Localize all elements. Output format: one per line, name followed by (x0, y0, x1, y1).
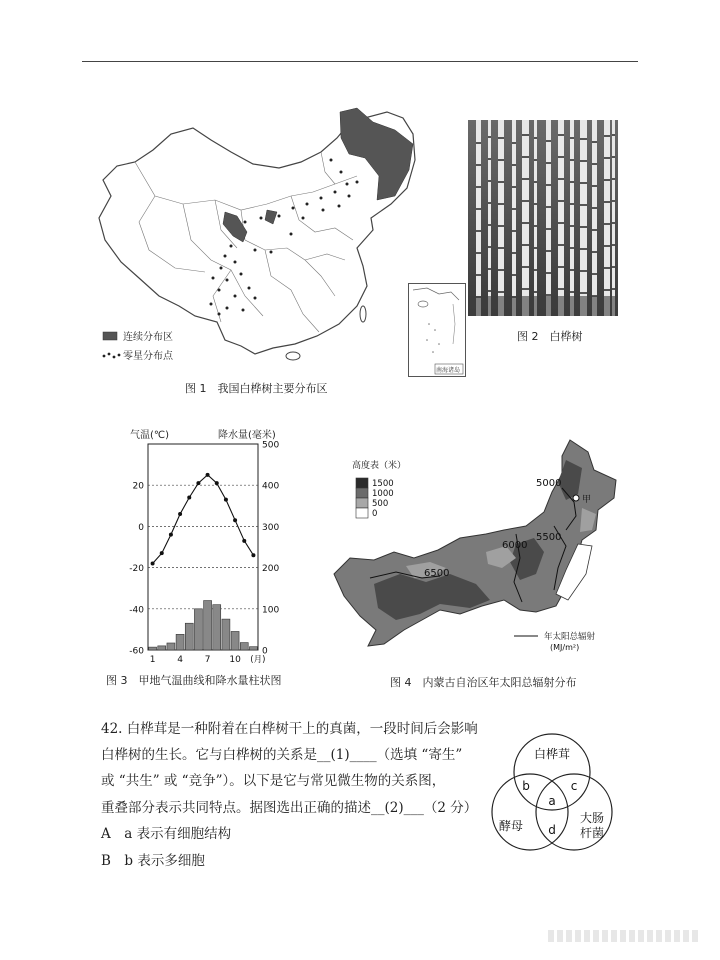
scatter-dot (260, 217, 263, 220)
precip-bar (240, 643, 248, 650)
continuous-area-west (223, 212, 247, 242)
height-legend-swatch (356, 508, 368, 518)
scatter-dot (234, 261, 237, 264)
height-legend-value: 1000 (372, 489, 394, 499)
fig3-left-axis-title: 气温(℃) (130, 430, 170, 441)
birch-trunk (558, 120, 564, 316)
temperature-point (151, 561, 155, 565)
isoline-label-6000: 6000 (502, 540, 528, 551)
fig4-point-label: 甲 (582, 495, 592, 505)
option-b: B b 表示多细胞 (101, 853, 205, 869)
left-tick-label: -60 (129, 646, 144, 657)
scatter-dot (218, 313, 221, 316)
birch-trunk (580, 120, 587, 316)
temperature-point (206, 473, 210, 477)
x-tick-label: 1 (149, 655, 156, 665)
temperature-point (224, 498, 228, 502)
scatter-dot (234, 295, 237, 298)
fig4-line-unit: (MJ/m²) (550, 643, 580, 652)
scatter-dot (306, 203, 309, 206)
scatter-dot (226, 307, 229, 310)
fig1-legend-scattered: 零星分布点 (123, 351, 173, 362)
x-tick-label: 7 (204, 655, 211, 665)
birch-trunk (522, 120, 529, 316)
birch-trunk (612, 120, 615, 316)
left-tick-label: -40 (129, 605, 144, 616)
precip-bar (158, 646, 166, 650)
temperature-point (196, 481, 200, 485)
x-unit-label: (月) (250, 655, 266, 665)
scatter-dot (356, 181, 359, 184)
fig2-birch-photo (468, 120, 618, 316)
right-tick-label: 500 (262, 440, 280, 451)
continuous-area-north (265, 210, 277, 224)
scatter-dot (230, 245, 233, 248)
birch-trunk (512, 120, 516, 316)
scatter-dot (302, 217, 305, 220)
temperature-point (233, 518, 237, 522)
isoline-label-5000: 5000 (536, 478, 562, 489)
scatter-dot (320, 197, 323, 200)
venn-label-right-2: 杆菌 (579, 826, 605, 840)
fig1-inset-label: 南海诸岛 (436, 367, 461, 374)
precip-bar (194, 609, 202, 650)
temperature-point (242, 539, 246, 543)
question-line-4: 重叠部分表示共同特点。据图选出正确的描述__(2)___（2 分） (101, 800, 478, 816)
precip-bar (167, 643, 175, 650)
fig4-inner-mongolia-map (330, 434, 626, 664)
scatter-dot (218, 289, 221, 292)
precip-bar (249, 647, 257, 650)
scatter-dot (322, 209, 325, 212)
precip-bar (149, 647, 157, 650)
left-tick-label: 20 (132, 481, 144, 492)
venn-region-b: b (522, 779, 530, 793)
question-line-3: 或 “共生” 或 “竞争”）。以下是它与常见微生物的关系图， (101, 773, 446, 789)
continuous-area-northeast (340, 108, 413, 200)
x-tick-label: 10 (229, 655, 241, 665)
precip-bar (231, 631, 239, 650)
temperature-point (160, 551, 164, 555)
scatter-dot (244, 221, 247, 224)
scatter-dot (270, 251, 273, 254)
fig2-caption: 图 2 白桦树 (517, 330, 583, 343)
scatter-dot (226, 279, 229, 282)
scatter-dot (292, 207, 295, 210)
fig4-legend-title: 高度表（米） (352, 461, 407, 471)
precip-bar (213, 605, 221, 650)
scatter-dot (242, 309, 245, 312)
height-legend-swatch (356, 498, 368, 508)
scatter-dot (240, 273, 243, 276)
page-watermark-bar (548, 930, 698, 942)
isoline-label-6500: 6500 (424, 568, 450, 579)
scatter-dot (338, 205, 341, 208)
fig1-inset (408, 283, 466, 377)
fig3-right-axis-title: 降水量(毫米) (218, 430, 276, 441)
scatter-dot (212, 277, 215, 280)
venn-label-top: 白桦茸 (533, 747, 571, 761)
fig3-caption: 图 3 甲地气温曲线和降水量柱状图 (106, 674, 282, 687)
scatter-dot (278, 215, 281, 218)
birch-trunk (546, 120, 551, 316)
birch-trunk (488, 120, 491, 316)
scatter-dot (254, 249, 257, 252)
left-tick-label: 0 (138, 522, 144, 533)
scatter-dot (340, 171, 343, 174)
right-tick-label: 300 (262, 522, 280, 533)
birch-trunk (498, 120, 504, 316)
height-legend-swatch (356, 488, 368, 498)
birch-trunk (476, 120, 481, 316)
birch-trunk (604, 120, 610, 316)
precip-bar (204, 601, 212, 650)
temperature-point (187, 496, 191, 500)
fig4-line-legend: 年太阳总辐射 (544, 632, 596, 642)
venn-region-d: d (548, 823, 556, 837)
height-legend-swatch (356, 478, 368, 488)
scatter-dot (334, 191, 337, 194)
scatter-dot (210, 303, 213, 306)
scattered-points (210, 159, 359, 316)
scatter-dot (254, 297, 257, 300)
left-tick-label: -20 (129, 564, 144, 575)
scatter-dot (224, 255, 227, 258)
height-legend-value: 0 (372, 509, 378, 519)
venn-label-left: 酵母 (498, 819, 524, 833)
isoline-label-5500: 5500 (536, 532, 562, 543)
fig1-caption: 图 1 我国白桦树主要分布区 (185, 382, 328, 395)
venn-region-c: c (570, 779, 578, 793)
right-tick-label: 200 (262, 564, 280, 575)
fig4-height-legend (356, 478, 394, 519)
venn-label-right-1: 大肠 (579, 811, 605, 825)
fig1-legend-continuous: 连续分布区 (123, 332, 173, 343)
precip-bar (176, 634, 184, 650)
precip-bar (222, 619, 230, 650)
temperature-point (215, 481, 219, 485)
height-legend-value: 1500 (372, 479, 394, 489)
venn-region-a: a (548, 794, 556, 808)
birch-trunk (592, 120, 597, 316)
height-legend-value: 500 (372, 499, 389, 509)
scatter-dot (348, 195, 351, 198)
temperature-point (178, 512, 182, 516)
birch-trunk (570, 120, 574, 316)
fig3-climate-chart (110, 436, 290, 668)
right-tick-label: 400 (262, 481, 280, 492)
venn-diagram (490, 730, 615, 860)
scatter-dot (290, 233, 293, 236)
right-tick-label: 100 (262, 605, 280, 616)
temperature-point (169, 533, 173, 537)
x-tick-label: 4 (177, 655, 183, 665)
scatter-dot (220, 267, 223, 270)
precip-bar (185, 623, 193, 650)
question-line-2: 白桦树的生长。它与白桦树的关系是__(1)____（选填 “寄生” (101, 747, 463, 763)
birch-trunk (534, 120, 537, 316)
option-a: A a 表示有细胞结构 (101, 826, 232, 842)
temperature-point (251, 553, 255, 557)
header-rule (82, 61, 638, 62)
temperature-line (153, 475, 254, 564)
question-line-1: 42. 白桦茸是一种附着在白桦树干上的真菌，一段时间后会影响 (101, 721, 478, 737)
scatter-dot (330, 159, 333, 162)
fig4-caption: 图 4 内蒙古自治区年太阳总辐射分布 (390, 676, 577, 689)
scatter-dot (346, 183, 349, 186)
right-tick-label: 0 (262, 646, 268, 657)
scatter-dot (248, 287, 251, 290)
